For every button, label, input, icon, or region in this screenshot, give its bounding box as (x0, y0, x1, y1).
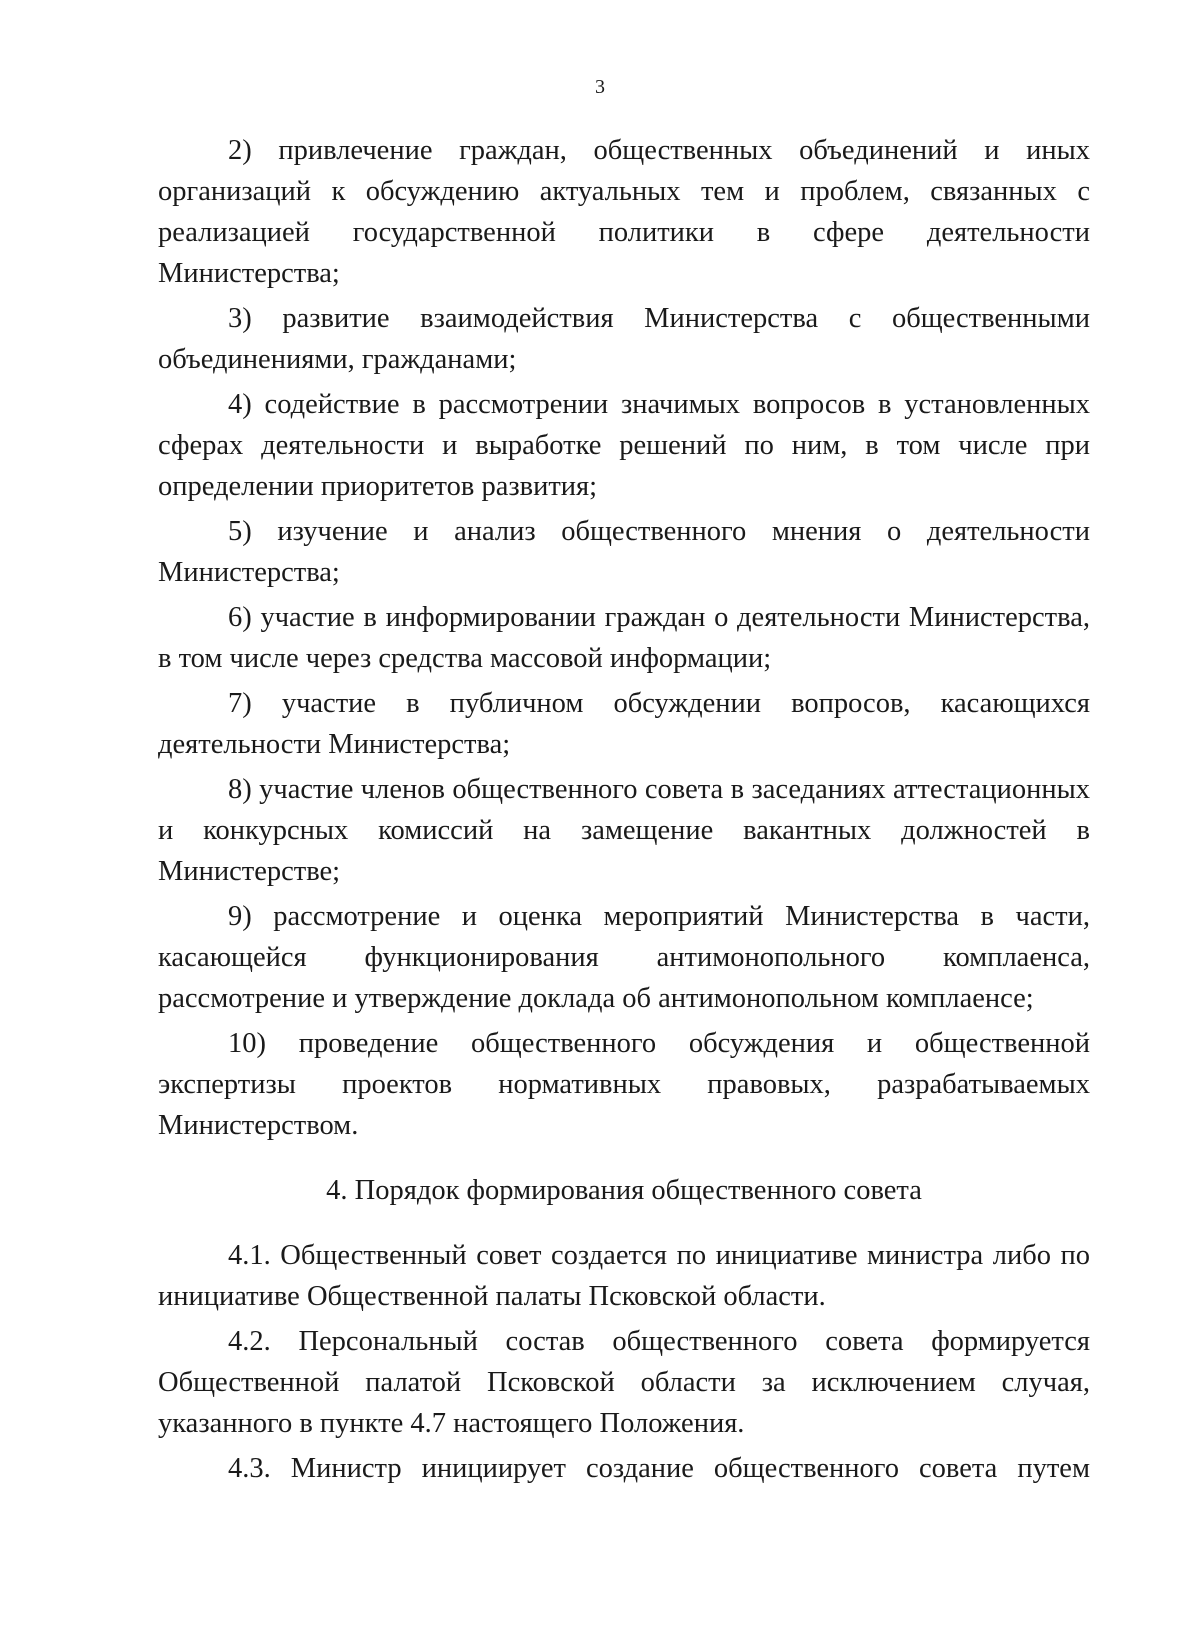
paragraph-4-1: 4.1. Общественный совет создается по инициативе министра либо по инициативе Общественной палаты Псковской области. (158, 1240, 1090, 1312)
paragraph-item-4: 4) содействие в рассмотрении значимых вопросов в установленных сферах деятельности и выработке решений по ним, в том числе при определении приоритетов развития; (158, 389, 1090, 502)
paragraph-item-3: 3) развитие взаимодействия Министерства с общественными объединениями, гражданами; (158, 303, 1090, 375)
document-body (158, 130, 1090, 1493)
paragraph-item-9: 9) рассмотрение и оценка мероприятий Министерства в части, касающейся функционирования антимонопольного комплаенса, рассмотрение и утверждение доклада об антимонопольном комплаенсе; (158, 901, 1090, 1014)
paragraph-item-6: 6) участие в информировании граждан о деятельности Министерства, в том числе через средства массовой информации; (158, 602, 1090, 674)
paragraph-item-2: 2) привлечение граждан, общественных объединений и иных организаций к обсуждению актуальных тем и проблем, связанных с реализацией государственной политики в сфере деятельности Министерства; (158, 135, 1090, 289)
paragraph-item-10: 10) проведение общественного обсуждения и общественной экспертизы проектов нормативных правовых, разрабатываемых Министерством. (158, 1028, 1090, 1141)
paragraph-item-8: 8) участие членов общественного совета в заседаниях аттестационных и конкурсных комиссий на замещение вакантных должностей в Министерстве; (158, 774, 1090, 887)
paragraph-item-5: 5) изучение и анализ общественного мнения о деятельности Министерства; (158, 516, 1090, 588)
paragraph-4-3: 4.3. Министр инициирует создание общественного совета путем (228, 1453, 1090, 1484)
paragraph-item-7: 7) участие в публичном обсуждении вопросов, касающихся деятельности Министерства; (158, 688, 1090, 760)
section-heading: 4. Порядок формирования общественного совета (326, 1175, 922, 1206)
page-number: 3 (595, 76, 605, 98)
paragraph-4-2: 4.2. Персональный состав общественного совета формируется Общественной палатой Псковской области за исключением случая, указанного в пункте 4.7 настоящего Положения. (158, 1326, 1090, 1439)
